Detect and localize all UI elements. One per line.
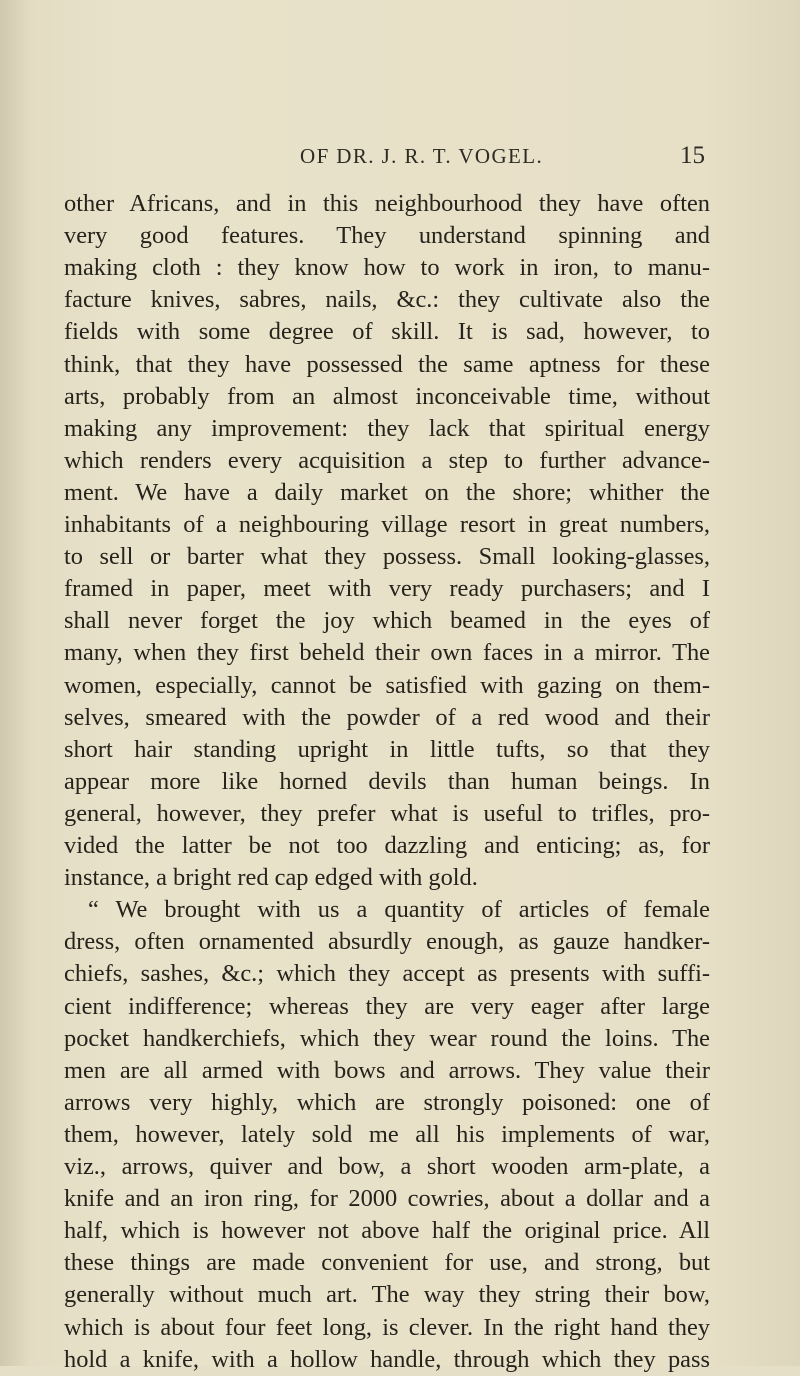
text-line: hold a knife, with a hollow handle, through which they pass [64, 1345, 710, 1373]
text-line: other Africans, and in this neighbourhood they have often [64, 190, 710, 217]
text-line: women, especially, cannot be satisfied with gazing on them- [64, 671, 710, 699]
text-line: vided the latter be not too dazzling and enticing; as, for [64, 832, 710, 859]
text-line: making any improvement: they lack that spiritual energy [64, 414, 710, 442]
text-line: men are all armed with bows and arrows. They value their [64, 1056, 710, 1084]
text-line: half, which is however not above half the original price. All [64, 1217, 710, 1245]
text-line: selves, smeared with the powder of a red wood and their [64, 703, 710, 731]
text-line: framed in paper, meet with very ready purchasers; and I [64, 575, 710, 603]
text-line: knife and an iron ring, for 2000 cowries, about a dollar and a [64, 1185, 710, 1213]
text-line: fields with some degree of skill. It is sad, however, to [64, 318, 710, 346]
text-line: shall never forget the joy which beamed in the eyes of [64, 607, 710, 635]
text-line: which is about four feet long, is clever. In the right hand they [64, 1313, 710, 1341]
text-line: think, that they have possessed the same aptness for these [64, 350, 710, 378]
text-line: making cloth : they know how to work in iron, to manu- [64, 254, 710, 282]
text-line: inhabitants of a neighbouring village resort in great numbers, [64, 511, 710, 538]
text-line: to sell or barter what they possess. Small looking-glasses, [64, 543, 710, 571]
page-number: 15 [680, 142, 705, 169]
text-line: short hair standing upright in little tufts, so that they [64, 735, 710, 763]
page-header [0, 142, 800, 172]
text-line: very good features. They understand spinning and [64, 222, 710, 250]
text-line: arrows very highly, which are strongly poisoned: one of [64, 1088, 710, 1116]
text-line: generally without much art. The way they string their bow, [64, 1281, 710, 1309]
text-line: dress, often ornamented absurdly enough, as gauze handker- [64, 928, 710, 956]
text-line: viz., arrows, quiver and bow, a short wooden arm-plate, a [64, 1153, 710, 1180]
text-line: pocket handkerchiefs, which they wear round the loins. The [64, 1024, 710, 1052]
text-line: cient indifference; whereas they are very eager after large [64, 992, 710, 1020]
text-line: chiefs, sashes, &c.; which they accept as presents with suffi- [64, 960, 710, 988]
text-line: appear more like horned devils than human beings. In [64, 767, 710, 795]
running-head: OF DR. J. R. T. VOGEL. [300, 144, 544, 168]
text-line: them, however, lately sold me all his implements of war, [64, 1120, 710, 1148]
text-line: general, however, they prefer what is useful to trifles, pro- [64, 799, 710, 827]
text-line: these things are made convenient for use, and strong, but [64, 1249, 710, 1277]
text-line: instance, a bright red cap edged with gold. [64, 864, 478, 892]
text-line: facture knives, sabres, nails, &c.: they cultivate also the [64, 286, 710, 314]
text-line: ment. We have a daily market on the shore; whither the [64, 478, 710, 506]
text-line: “ We brought with us a quantity of articles of female [88, 896, 710, 924]
text-line: many, when they first beheld their own faces in a mirror. The [64, 639, 710, 667]
text-line: which renders every acquisition a step to further advance- [64, 446, 710, 474]
text-line: arts, probably from an almost inconceivable time, without [64, 382, 710, 410]
